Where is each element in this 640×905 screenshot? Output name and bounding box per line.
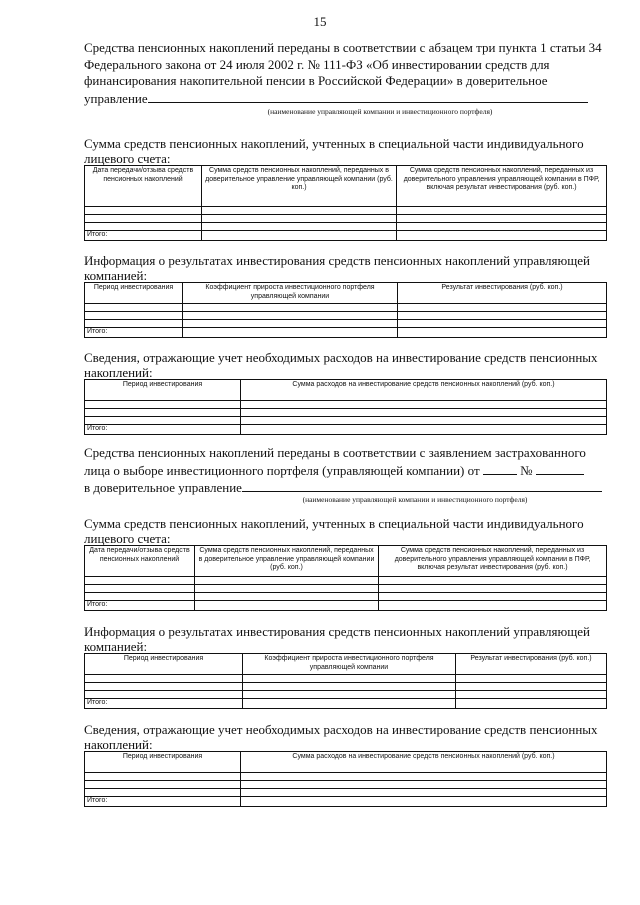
expenses-table	[84, 751, 607, 807]
manager-name-field[interactable]	[242, 479, 602, 492]
table-row	[85, 577, 607, 585]
section1-intro-line4: управление	[84, 90, 148, 106]
total-label: Итого:	[85, 328, 183, 338]
table-cell[interactable]	[85, 585, 195, 593]
table-row	[85, 683, 607, 691]
table-header-row	[85, 752, 607, 773]
accounts-table	[84, 545, 607, 611]
section2-intro	[84, 445, 606, 497]
results-table-title: Информация о результатах инвестирования средств пенсионных накоплений управляющей компанией:	[84, 253, 590, 283]
table-cell[interactable]	[85, 304, 183, 312]
number-sign: №	[520, 462, 533, 478]
table-cell[interactable]	[398, 312, 607, 320]
table-cell[interactable]	[379, 601, 607, 611]
table-cell[interactable]	[456, 675, 607, 683]
table-cell[interactable]	[398, 320, 607, 328]
table-row	[85, 675, 607, 683]
column-header: Дата передачи/отзыва средств пенсионных накоплений	[85, 546, 195, 577]
total-row	[85, 797, 607, 807]
table-row	[85, 417, 607, 425]
expenses-table	[84, 379, 607, 435]
total-label: Итого:	[85, 699, 243, 709]
expenses-table-title: Сведения, отражающие учет необходимых расходов на инвестирование средств пенсионных накоплений:	[84, 350, 598, 380]
total-row	[85, 699, 607, 709]
table-cell[interactable]	[183, 312, 398, 320]
table-cell[interactable]	[398, 328, 607, 338]
total-label: Итого:	[85, 425, 241, 435]
application-number-field[interactable]	[536, 462, 584, 475]
table-cell[interactable]	[379, 585, 607, 593]
table-header-row	[85, 283, 607, 304]
table-cell[interactable]	[456, 699, 607, 709]
table-cell[interactable]	[241, 781, 607, 789]
table-row	[85, 304, 607, 312]
table-cell[interactable]	[85, 312, 183, 320]
table-cell[interactable]	[202, 215, 397, 223]
table-cell[interactable]	[241, 417, 607, 425]
column-header: Коэффициент прироста инвестиционного портфеля управляющей компании	[183, 283, 398, 304]
table-cell[interactable]	[85, 207, 202, 215]
table-cell[interactable]	[243, 683, 456, 691]
table-cell[interactable]	[85, 683, 243, 691]
table-row	[85, 691, 607, 699]
table-cell[interactable]	[85, 675, 243, 683]
table-cell[interactable]	[85, 593, 195, 601]
table-cell[interactable]	[243, 691, 456, 699]
column-header: Сумма средств пенсионных накоплений, переданных из доверительного управления управляющей компании в ПФР, включая результат инвестирования (руб. коп.)	[397, 166, 607, 207]
column-header: Сумма средств пенсионных накоплений, переданных из доверительного управления управляющей компании в ПФР, включая результат инвестирования (руб. коп.)	[379, 546, 607, 577]
column-header: Сумма расходов на инвестирование средств пенсионных накоплений (руб. коп.)	[241, 752, 607, 773]
table-cell[interactable]	[85, 781, 241, 789]
column-header: Сумма средств пенсионных накоплений, переданных в доверительное управление управляющей компании (руб. коп.)	[195, 546, 379, 577]
table-cell[interactable]	[241, 773, 607, 781]
table-row	[85, 215, 607, 223]
table-cell[interactable]	[195, 601, 379, 611]
manager-caption: (наименование управляющей компании и инвестиционного портфеля)	[302, 495, 528, 504]
table-cell[interactable]	[202, 223, 397, 231]
accounts-table	[84, 165, 607, 241]
section2-intro-line1: Средства пенсионных накоплений переданы в соответствии с заявлением застрахованного	[84, 445, 586, 460]
table-header-row	[85, 654, 607, 675]
section2-intro-line2: лица о выборе инвестиционного портфеля (управляющей компании) от	[84, 462, 480, 478]
table-cell[interactable]	[241, 789, 607, 797]
column-header: Результат инвестирования (руб. коп.)	[398, 283, 607, 304]
column-header: Дата передачи/отзыва средств пенсионных накоплений	[85, 166, 202, 207]
total-label: Итого:	[85, 797, 241, 807]
expenses-table-title: Сведения, отражающие учет необходимых расходов на инвестирование средств пенсионных накоплений:	[84, 722, 598, 752]
table-row	[85, 585, 607, 593]
table-row	[85, 223, 607, 231]
table-row	[85, 409, 607, 417]
column-header: Период инвестирования	[85, 654, 243, 675]
results-table	[84, 653, 607, 709]
table-cell[interactable]	[241, 401, 607, 409]
table-cell[interactable]	[85, 691, 243, 699]
table-cell[interactable]	[183, 320, 398, 328]
table-cell[interactable]	[397, 231, 607, 241]
table-cell[interactable]	[397, 223, 607, 231]
table-cell[interactable]	[85, 223, 202, 231]
table-cell[interactable]	[195, 593, 379, 601]
table-row	[85, 320, 607, 328]
total-label: Итого:	[85, 601, 195, 611]
total-row	[85, 328, 607, 338]
table-cell[interactable]	[183, 328, 398, 338]
table-cell[interactable]	[85, 409, 241, 417]
table-row	[85, 593, 607, 601]
column-header: Коэффициент прироста инвестиционного портфеля управляющей компании	[243, 654, 456, 675]
table-cell[interactable]	[85, 577, 195, 585]
table-cell[interactable]	[241, 425, 607, 435]
results-table	[84, 282, 607, 338]
total-label: Итого:	[85, 231, 202, 241]
table-cell[interactable]	[379, 577, 607, 585]
table-header-row	[85, 380, 607, 401]
table-cell[interactable]	[456, 691, 607, 699]
manager-name-field[interactable]	[148, 90, 588, 103]
table-header-row	[85, 546, 607, 577]
section1-intro-line3: финансирования накопительной пенсии в Российской Федерации» в доверительное	[84, 73, 548, 88]
table-cell[interactable]	[85, 215, 202, 223]
table-cell[interactable]	[85, 417, 241, 425]
table-cell[interactable]	[243, 699, 456, 709]
total-row	[85, 425, 607, 435]
table-row	[85, 207, 607, 215]
total-row	[85, 231, 607, 241]
table-cell[interactable]	[202, 231, 397, 241]
table-cell[interactable]	[243, 675, 456, 683]
total-row	[85, 601, 607, 611]
section1-intro-line1: Средства пенсионных накоплений переданы в соответствии с абзацем три пункта 1 статьи 34	[84, 40, 602, 55]
table-row	[85, 401, 607, 409]
section2-intro-line3: в доверительное управление	[84, 480, 242, 495]
results-table-title: Информация о результатах инвестирования средств пенсионных накоплений управляющей компанией:	[84, 624, 590, 654]
table-row	[85, 773, 607, 781]
section1-intro-line2: Федерального закона от 24 июля 2002 г. № 111-ФЗ «Об инвестировании средств для	[84, 56, 550, 72]
table-cell[interactable]	[85, 773, 241, 781]
accounts-table-title: Сумма средств пенсионных накоплений, учтенных в специальной части индивидуального лицевого счета:	[84, 516, 584, 546]
table-cell[interactable]	[183, 304, 398, 312]
table-cell[interactable]	[241, 797, 607, 807]
table-row	[85, 781, 607, 789]
table-cell[interactable]	[456, 683, 607, 691]
accounts-table-title: Сумма средств пенсионных накоплений, учтенных в специальной части индивидуального лицевого счета:	[84, 136, 584, 166]
table-cell[interactable]	[195, 585, 379, 593]
table-cell[interactable]	[241, 409, 607, 417]
table-cell[interactable]	[195, 577, 379, 585]
page-number: 15	[313, 14, 327, 29]
column-header: Сумма расходов на инвестирование средств пенсионных накоплений (руб. коп.)	[241, 380, 607, 401]
table-row	[85, 789, 607, 797]
table-cell[interactable]	[379, 593, 607, 601]
table-cell[interactable]	[85, 789, 241, 797]
section1-intro	[84, 40, 606, 107]
column-header: Период инвестирования	[85, 380, 241, 401]
column-header: Результат инвестирования (руб. коп.)	[456, 654, 607, 675]
table-cell[interactable]	[85, 320, 183, 328]
table-cell[interactable]	[397, 215, 607, 223]
table-cell[interactable]	[398, 304, 607, 312]
table-cell[interactable]	[202, 207, 397, 215]
column-header: Период инвестирования	[85, 752, 241, 773]
application-date-field[interactable]	[483, 462, 517, 475]
table-header-row	[85, 166, 607, 207]
table-row	[85, 312, 607, 320]
table-cell[interactable]	[397, 207, 607, 215]
column-header: Период инвестирования	[85, 283, 183, 304]
manager-caption: (наименование управляющей компании и инвестиционного портфеля)	[267, 107, 493, 116]
table-cell[interactable]	[85, 401, 241, 409]
column-header: Сумма средств пенсионных накоплений, переданных в доверительное управление управляющей компании (руб. коп.)	[202, 166, 397, 207]
